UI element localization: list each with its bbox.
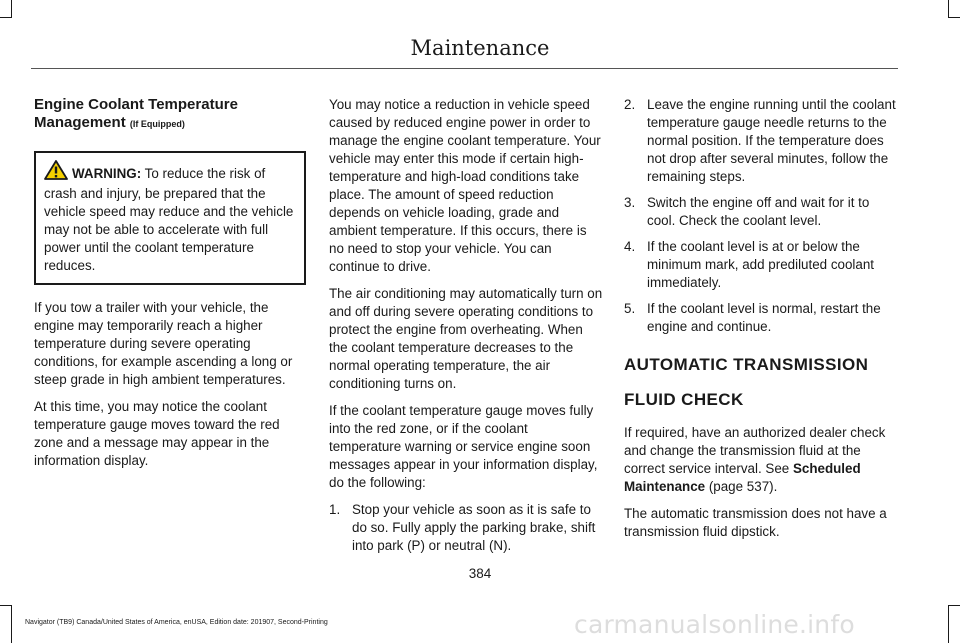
crop-mark-bottom-left <box>0 605 12 606</box>
warning-label: WARNING: <box>72 166 142 181</box>
paragraph: The air conditioning may automatically turn on and off during severe operating conditions to protect the engine from overheating. When the coolant temperature decreases to the normal operating temperature, the air conditioning turns on. <box>329 286 603 391</box>
column-right <box>624 96 900 550</box>
step-text: If the coolant level is at or below the minimum mark, add prediluted coolant immediately. <box>647 239 875 290</box>
column-left <box>34 96 306 479</box>
crop-mark-top-right <box>948 17 960 18</box>
section-heading-text: Engine Coolant Temperature Management <box>34 96 238 131</box>
list-item <box>624 96 900 186</box>
paragraph-text: If required, have an authorized dealer check and change the transmission fluid at the correct service interval. See <box>624 425 886 476</box>
crop-mark-top-right <box>948 0 949 17</box>
list-item <box>329 501 603 555</box>
list-item <box>624 300 900 336</box>
heading-line: FLUID CHECK <box>624 390 744 409</box>
crop-mark-top-left <box>11 0 12 17</box>
steps-list <box>329 501 603 555</box>
step-number: 1. <box>329 502 341 517</box>
warning-text: To reduce the risk of crash and injury, be prepared that the vehicle speed may reduce and the vehicle may not be able to accelerate with full power until the coolant temperature reduces. <box>44 166 294 273</box>
list-item <box>624 238 900 292</box>
paragraph: If the coolant temperature gauge moves fully into the red zone, or if the coolant temperature warning or service engine soon messages appear in your information display, do the following: <box>329 403 598 490</box>
paragraph: At this time, you may notice the coolant temperature gauge moves toward the red zone and a message may appear in the information display. <box>34 399 280 468</box>
scheduled-maintenance-link[interactable]: Scheduled Maintenance <box>624 461 861 494</box>
if-equipped-qualifier: (If Equipped) <box>129 119 185 129</box>
crop-mark-bottom-left <box>11 605 12 643</box>
crop-mark-bottom-right <box>948 605 949 643</box>
paragraph: The automatic transmission does not have a transmission fluid dipstick. <box>624 506 887 539</box>
step-text: Leave the engine running until the coolant temperature gauge needle returns to the normal position. If the temperature does not drop after several minutes, follow the remaining steps. <box>647 97 896 184</box>
step-number: 2. <box>624 97 636 112</box>
footer-edition-info: Navigator (TB9) Canada/United States of America, enUSA, Edition date: 201907, Second-Printing <box>25 619 328 626</box>
list-item <box>624 194 900 230</box>
warning-triangle-icon <box>44 160 68 185</box>
paragraph: You may notice a reduction in vehicle speed caused by reduced engine power in order to manage the engine coolant temperature. Your vehicle may enter this mode if certain high-temperature and high-load conditions take place. The amount of speed reduction depends on vehicle loading, grade and ambient temperature. If this occurs, there is no need to stop your vehicle. You can continue to drive. <box>329 97 601 274</box>
heading-line: AUTOMATIC TRANSMISSION <box>624 355 869 374</box>
step-text: Stop your vehicle as soon as it is safe to do so. Fully apply the parking brake, shift into park (P) or neutral (N). <box>352 502 596 553</box>
steps-list-continued <box>624 96 900 336</box>
warning-box <box>34 151 306 285</box>
header-divider <box>31 68 898 69</box>
crop-mark-top-left <box>0 17 12 18</box>
paragraph <box>624 424 900 496</box>
page-number: 384 <box>468 566 492 581</box>
step-text: If the coolant level is normal, restart the engine and continue. <box>647 301 881 334</box>
page-reference: (page 537). <box>705 479 778 494</box>
paragraph: If you tow a trailer with your vehicle, the engine may temporarily reach a higher temperature during severe operating conditions, for example ascending a long or steep grade in high ambient temperatures. <box>34 300 293 387</box>
step-number: 5. <box>624 301 636 316</box>
crop-mark-bottom-right <box>948 605 960 606</box>
page-title: Maintenance <box>410 36 550 60</box>
section-heading-transmission <box>624 354 900 410</box>
step-number: 4. <box>624 239 636 254</box>
section-heading-coolant <box>34 96 306 133</box>
step-text: Switch the engine off and wait for it to cool. Check the coolant level. <box>647 195 870 228</box>
watermark: carmanualsonline.info <box>574 610 855 639</box>
column-middle <box>329 96 603 564</box>
step-number: 3. <box>624 195 636 210</box>
